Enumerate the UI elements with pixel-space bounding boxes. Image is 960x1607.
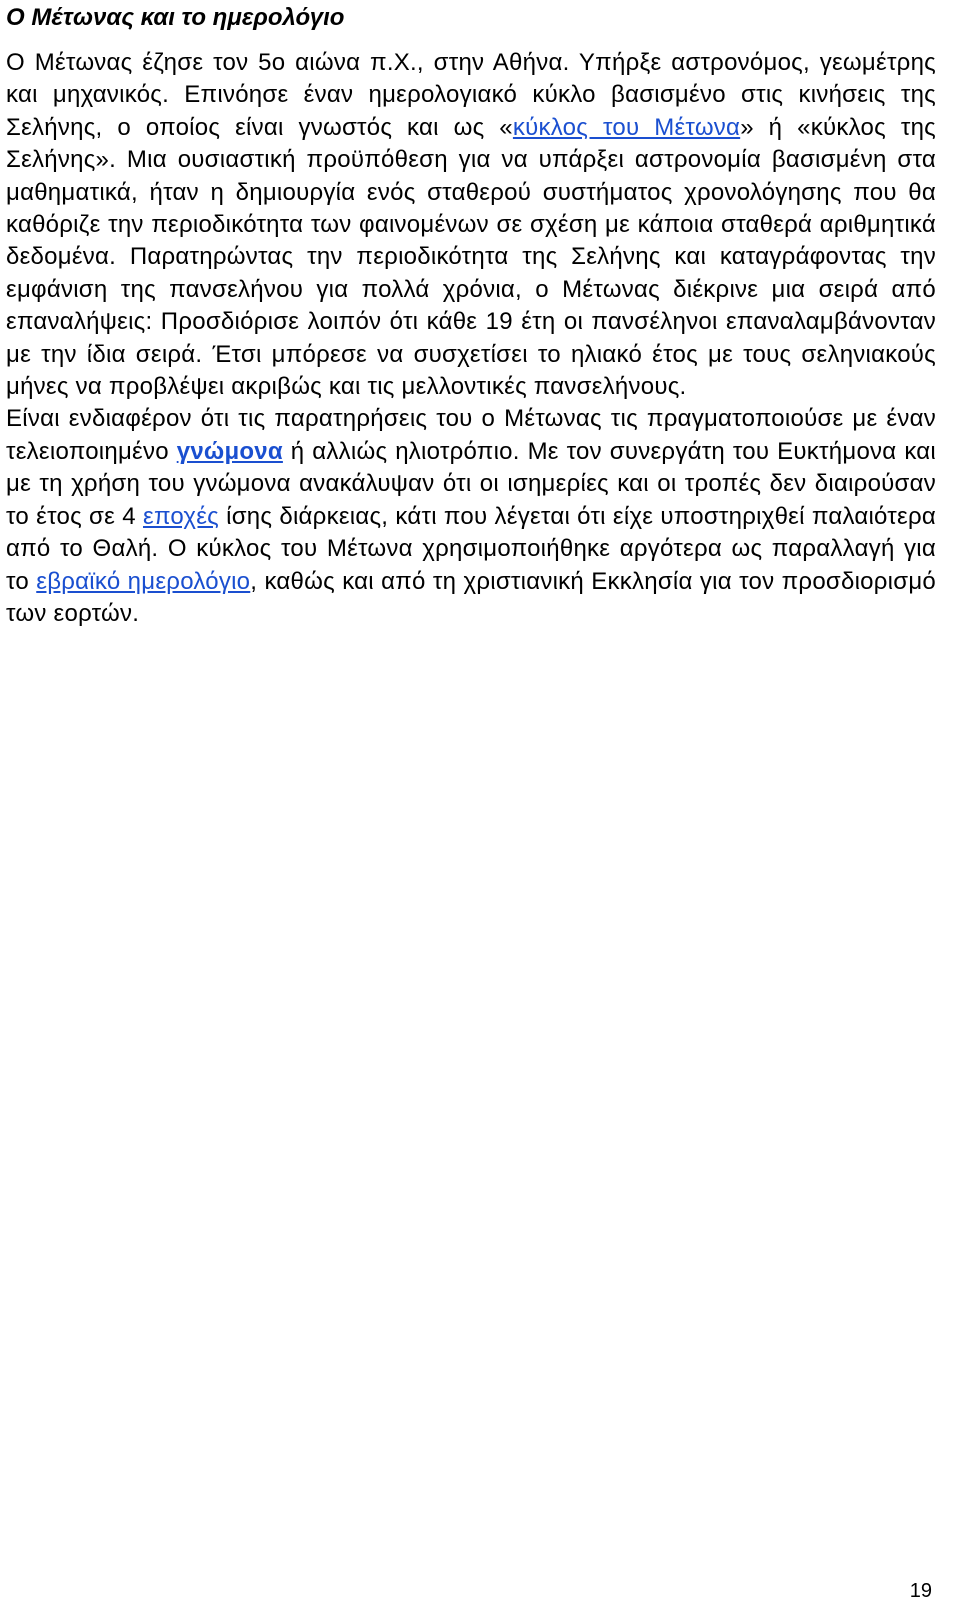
- paragraph-text: Είναι ενδιαφέρον ότι τις παρατηρήσεις του ο Μέτωνας τις πραγματοποιούσε με έναν τελειοποιημένο: [6, 405, 936, 465]
- paragraph-meton-biography: [6, 47, 936, 403]
- paragraph-text: , καθώς και από τη χριστιανική Εκκλησία για τον προσδιορισμό των εορτών.: [6, 567, 936, 627]
- link-metonic-cycle[interactable]: κύκλος του Μέτωνα: [512, 113, 741, 141]
- paragraph-text: ίσης διάρκειας, κάτι που λέγεται ότι είχε υποστηριχθεί παλαιότερα από το Θαλή. Ο κύκλος του Μέτωνα χρησιμοποιήθηκε αργότερα ως παραλλαγή για το: [6, 502, 937, 595]
- link-seasons[interactable]: εποχές: [143, 502, 219, 530]
- page-number: 19: [909, 1580, 932, 1602]
- paragraph-text: Ο Μέτωνας έζησε τον 5ο αιώνα π.Χ., στην Αθήνα. Υπήρξε αστρονόμος, γεωμέτρης και μηχανικός. Επινόησε έναν ημερολογιακό κύκλο βασισμένο στις κινήσεις της Σελήνης, ο οποίος είναι γνωστός και ως «: [6, 49, 936, 141]
- paragraph-gnomon-observations: [6, 403, 936, 630]
- section-heading: Ο Μέτωνας και το ημερολόγιο: [6, 4, 345, 31]
- paragraph-text: ή αλλιώς ηλιοτρόπιο. Με τον συνεργάτη του Ευκτήμονα και με τη χρήση του γνώμονα ανακάλυψαν ότι οι ισημερίες και οι τροπές δεν διαιρούσαν το έτος σε 4: [6, 437, 936, 530]
- paragraph-text: » ή «κύκλος της Σελήνης». Μια ουσιαστική προϋπόθεση για να υπάρξει αστρονομία βασισμένη στα μαθηματικά, ήταν η δημιουργία ενός σταθερού συστήματος χρονολόγησης που θα καθόριζε την περιοδικότητα των φαινομένων σε σχέση με κάποια σταθερά αριθμητικά δεδομένα. Παρατηρώντας την περιοδικότητα της Σελήνης και καταγράφοντας την εμφάνιση της πανσελήνου για πολλά χρόνια, ο Μέτωνας διέκρινε μια σειρά από επαναλήψεις: Προσδιόρισε λοιπόν ότι κάθε 19 έτη οι πανσέληνοι επαναλαμβάνονταν με την ίδια σειρά. Έτσι μπόρεσε να συσχετίσει το ηλιακό έτος με τους σεληνιακούς μήνες να προβλέψει ακριβώς και τις μελλοντικές πανσελήνους.: [6, 113, 936, 401]
- document-page: [6, 0, 936, 630]
- link-gnomon[interactable]: γνώμονα: [176, 437, 283, 465]
- link-hebrew-calendar[interactable]: εβραϊκό ημερολόγιο: [36, 567, 251, 595]
